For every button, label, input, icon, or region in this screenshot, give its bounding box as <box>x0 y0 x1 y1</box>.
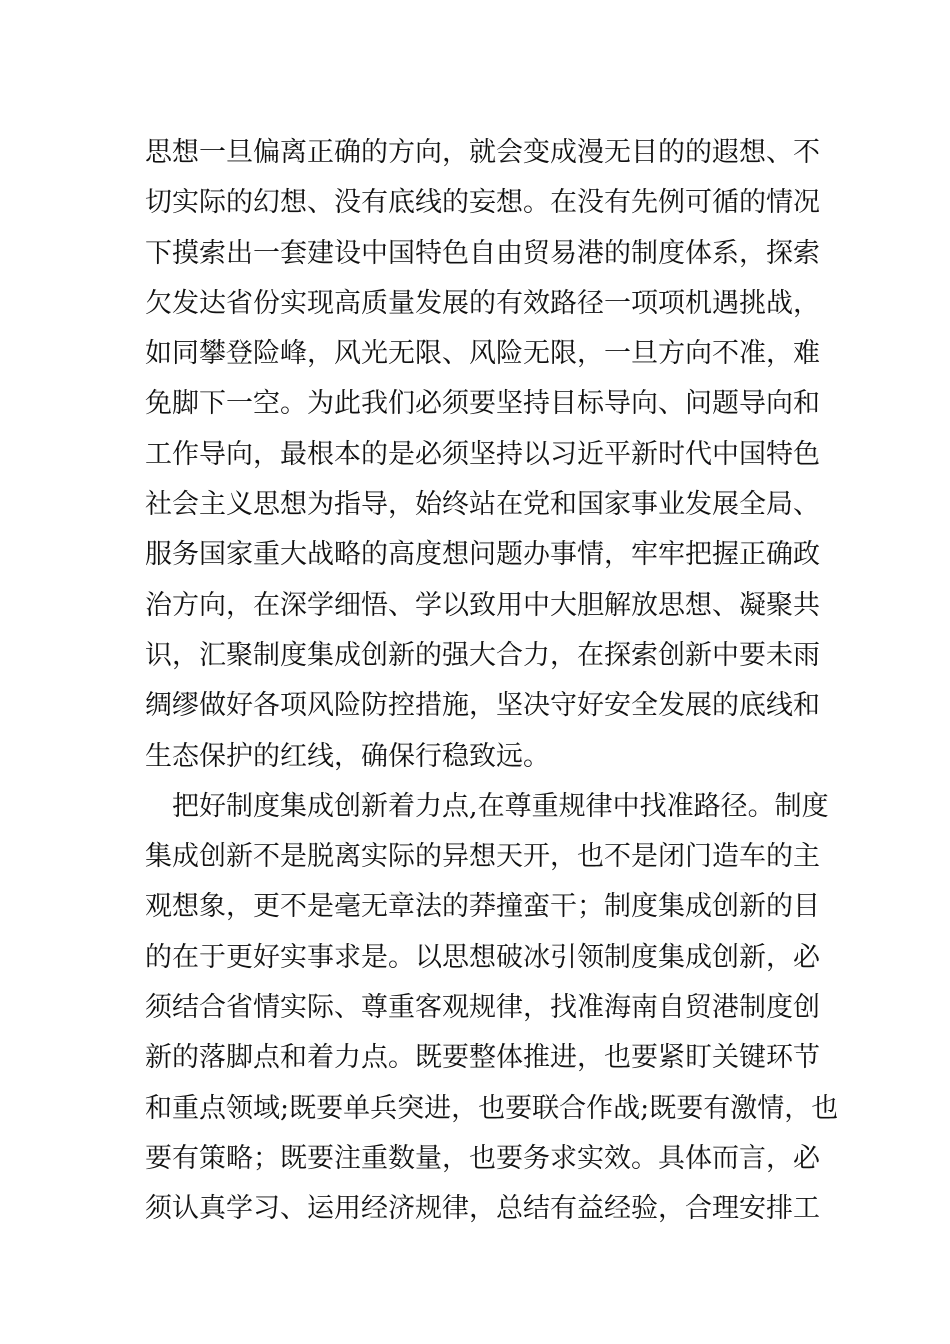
text-line: 绸缪做好各项风险防控措施，坚决守好安全发展的底线和 <box>145 690 820 722</box>
text-line: 治方向，在深学细悟、学以致用中大胆解放思想、凝聚共 <box>145 589 820 621</box>
text-line: 下摸索出一套建设中国特色自由贸易港的制度体系，探索 <box>145 237 820 269</box>
text-line: 观想象，更不是毫无章法的莽撞蛮干；制度集成创新的目 <box>145 891 820 923</box>
paragraph-1 <box>145 128 820 782</box>
text-line: 要有策略；既要注重数量，也要务求实效。具体而言，必 <box>145 1142 820 1174</box>
text-line: 服务国家重大战略的高度想问题办事情，牢牢把握正确政 <box>145 539 820 571</box>
body-text <box>145 128 839 1235</box>
text-line: 工作导向，最根本的是必须坚持以习近平新时代中国特色 <box>145 438 820 470</box>
text-line: 须认真学习、运用经济规律，总结有益经验，合理安排工 <box>145 1193 820 1225</box>
text-line: 的在于更好实事求是。以思想破冰引领制度集成创新，必 <box>145 941 820 973</box>
text-line: 如同攀登险峰，风光无限、风险无限，一旦方向不准，难 <box>145 338 820 370</box>
text-line: 和重点领域;既要单兵突进，也要联合作战;既要有激情，也 <box>145 1092 839 1124</box>
text-line: 生态保护的红线，确保行稳致远。 <box>145 740 550 772</box>
text-line: 集成创新不是脱离实际的异想天开，也不是闭门造车的主 <box>145 841 820 873</box>
text-line: 新的落脚点和着力点。既要整体推进，也要紧盯关键环节 <box>145 1042 820 1074</box>
text-line: 思想一旦偏离正确的方向，就会变成漫无目的的遐想、不 <box>145 137 820 168</box>
text-line: 免脚下一空。为此我们必须要坚持目标导向、问题导向和 <box>145 388 820 420</box>
paragraph-2 <box>145 782 839 1235</box>
text-line: 欠发达省份实现高质量发展的有效路径一项项机遇挑战， <box>145 287 820 319</box>
text-line: 社会主义思想为指导，始终站在党和国家事业发展全局、 <box>145 489 820 521</box>
text-line: 识，汇聚制度集成创新的强大合力，在探索创新中要未雨 <box>145 639 820 671</box>
text-line: 把好制度集成创新着力点,在尊重规律中找准路径。制度 <box>145 790 829 822</box>
text-line: 须结合省情实际、尊重客观规律，找准海南自贸港制度创 <box>145 992 820 1024</box>
text-line: 切实际的幻想、没有底线的妄想。在没有先例可循的情况 <box>145 187 820 219</box>
